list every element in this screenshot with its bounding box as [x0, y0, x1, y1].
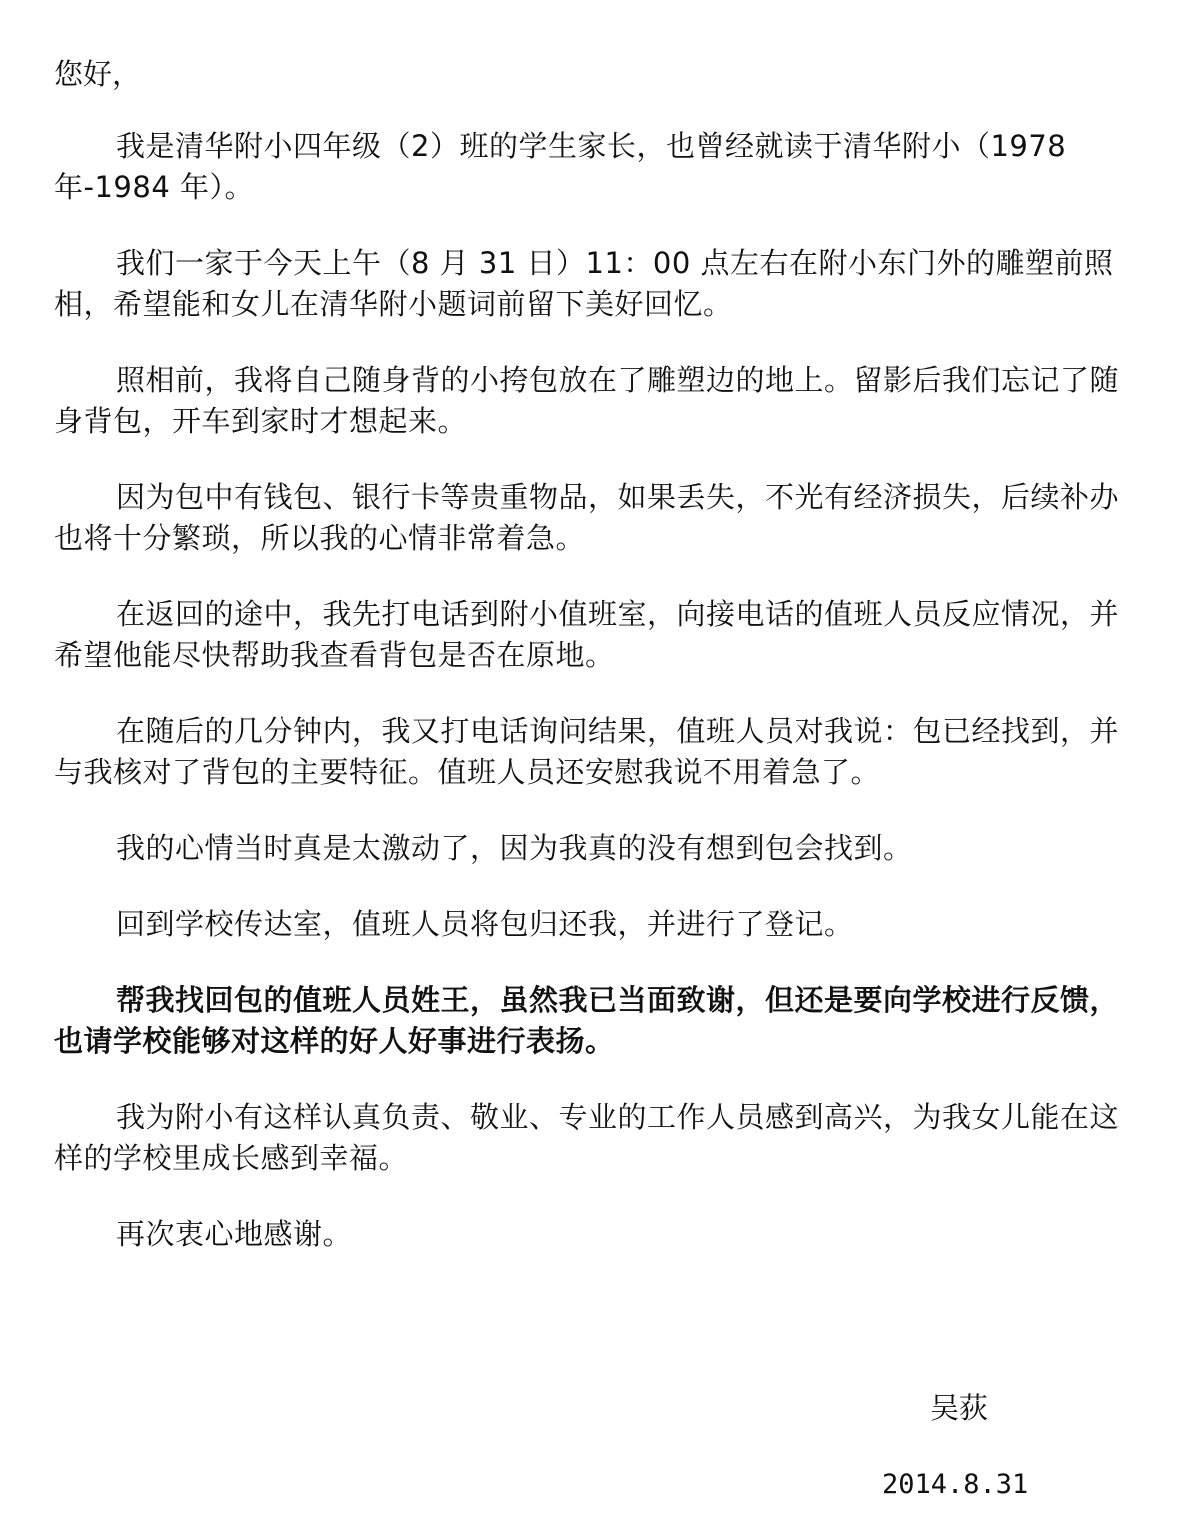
- closing-line: 再次衷心地感谢。: [116, 1217, 353, 1251]
- paragraph-3: 照相前，我将自己随身背的小挎包放在了雕塑边的地上。留影后我们忘记了随身背包，开车到家时才想起来。: [54, 363, 1120, 438]
- paragraph-5: 在返回的途中，我先打电话到附小值班室，向接电话的值班人员反应情况，并希望他能尽快帮助我查看背包是否在原地。: [54, 597, 1120, 672]
- paragraph-8: 回到学校传达室，值班人员将包归还我，并进行了登记。: [116, 907, 854, 941]
- paragraph-1: 我是清华附小四年级（2）班的学生家长，也曾经就读于清华附小（1978 年-1984 年）。: [54, 129, 1067, 204]
- signature-date: 2014.8.31: [882, 1469, 1029, 1500]
- paragraph-10: 我为附小有这样认真负责、敬业、专业的工作人员感到高兴，为我女儿能在这样的学校里成长感到幸福。: [54, 1100, 1120, 1175]
- paragraph-7: 我的心情当时真是太激动了，因为我真的没有想到包会找到。: [116, 831, 913, 865]
- paragraph-2: 我们一家于今天上午（8 月 31 日）11：00 点左右在附小东门外的雕塑前照相，希望能和女儿在清华附小题词前留下美好回忆。: [54, 246, 1114, 321]
- paragraph-4: 因为包中有钱包、银行卡等贵重物品，如果丢失，不光有经济损失，后续补办也将十分繁琐，所以我的心情非常着急。: [54, 480, 1120, 555]
- paragraph-6: 在随后的几分钟内，我又打电话询问结果，值班人员对我说：包已经找到，并与我核对了背包的主要特征。值班人员还安慰我说不用着急了。: [54, 714, 1120, 789]
- letter-body: [54, 52, 1144, 1290]
- greeting: 您好，: [54, 57, 142, 91]
- signature-name: 吴荻: [930, 1391, 989, 1425]
- paragraph-9-bold: 帮我找回包的值班人员姓王，虽然我已当面致谢，但还是要向学校进行反馈，也请学校能够对这样的好人好事进行表扬。: [54, 983, 1120, 1058]
